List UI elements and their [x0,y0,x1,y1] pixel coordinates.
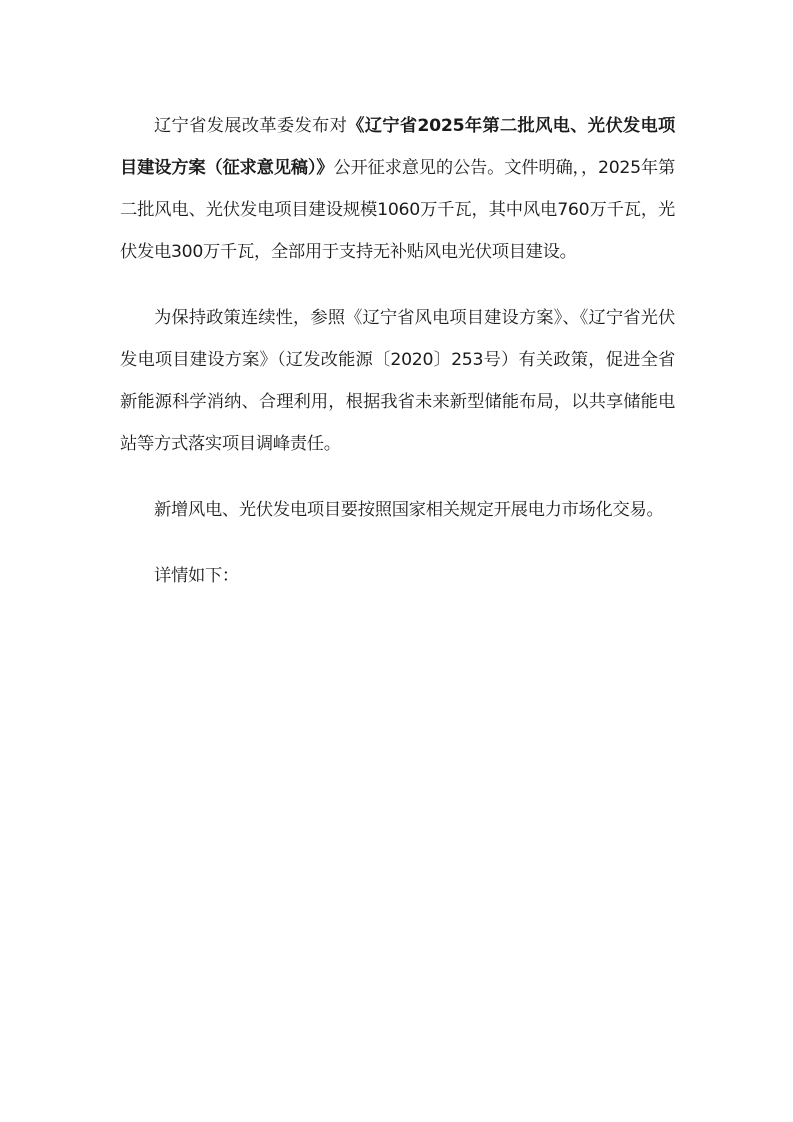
paragraph-spacer [120,465,675,489]
paragraph-policy-continuity: 为保持政策连续性，参照《辽宁省风电项目建设方案》、《辽宁省光伏发电项目建设方案》（辽发改能源〔2020〕253号）有关政策，促进全省新能源科学消纳、合理利用，根据我省未来新型储能布局，以共享储能电站等方式落实项目调峰责任。 [120,308,675,454]
announcement-prefix: 辽宁省发展改革委发布对 [154,116,348,136]
document-title-link: 《辽宁省2025年第二批风电、光伏发电项目建设方案（征求意见稿）》 [120,116,675,178]
paragraph-announcement [120,105,675,273]
announcement-body: 公开征求意见的公告。文件明确，，2025年第二批风电、光伏发电项目建设规模1060万千瓦，其中风电760万千瓦，光伏发电300万千瓦，全部用于支持无补贴风电光伏项目建设。 [120,158,675,262]
paragraph-spacer [120,531,675,555]
paragraph-details-intro: 详情如下： [154,566,239,586]
document-page [120,105,675,597]
paragraph-spacer [120,273,675,297]
paragraph-market-trading: 新增风电、光伏发电项目要按照国家相关规定开展电力市场化交易。 [154,500,664,520]
